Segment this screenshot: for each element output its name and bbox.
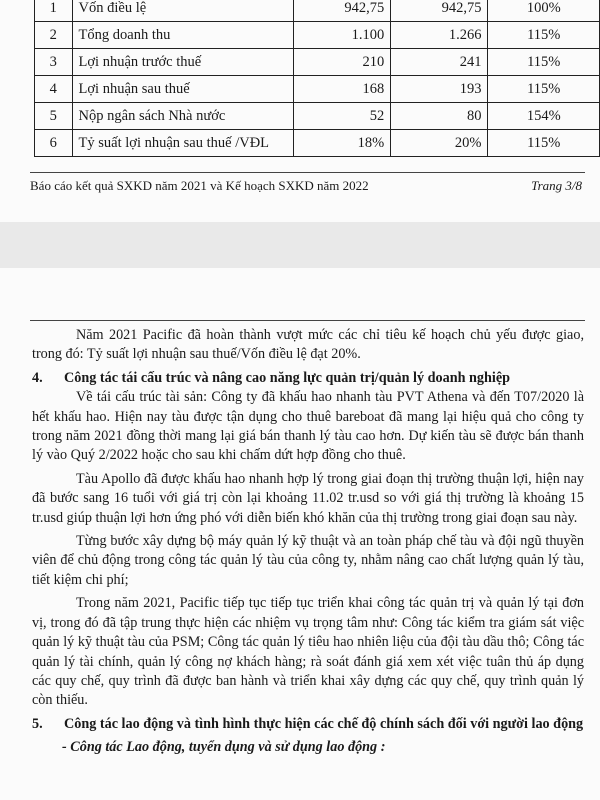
- row-number-cell: 3: [35, 49, 73, 76]
- indicator-name-cell: Nộp ngân sách Nhà nước: [72, 103, 293, 130]
- percent-cell: 115%: [488, 22, 600, 49]
- section-number: 4.: [32, 369, 43, 386]
- table-row: [35, 103, 600, 130]
- value-2022-cell: 20%: [391, 130, 488, 157]
- percent-cell: 154%: [488, 103, 600, 130]
- table-row: [35, 130, 600, 157]
- table-row: [35, 0, 600, 22]
- value-2022-cell: 942,75: [391, 0, 488, 22]
- table-row: [35, 22, 600, 49]
- value-2022-cell: 193: [391, 76, 488, 103]
- value-2022-cell: 80: [391, 103, 488, 130]
- percent-cell: 100%: [488, 0, 600, 22]
- footer-report-title: Báo cáo kết quả SXKD năm 2021 và Kế hoạch SXKD năm 2022: [30, 178, 369, 193]
- table-row: [35, 49, 600, 76]
- footer-divider: [30, 172, 585, 173]
- section-number: 5.: [32, 715, 43, 732]
- bullet-labor: - Công tác Lao động, tuyển dụng và sử dụng lao động :: [62, 739, 386, 756]
- row-number-cell: 6: [35, 130, 73, 157]
- results-table: [34, 0, 600, 157]
- paragraph-governance: Trong năm 2021, Pacific tiếp tục tiếp tục triển khai công tác quản trị và quản lý tại đơn vị, trong đó đã tập trung thực hiện các nhiệm vụ trọng tâm như: Công tác kiểm tra giám sát việc quản lý kỹ thuật tàu của PSM; Công tác quản lý tiêu hao nhiên liệu của đội tàu dầu thô; Công tác quản lý tài chính, quản lý công nợ khách hàng; rà soát đánh giá xem xét việc tuân thủ áp dụng các quy chế, quy trình đã được ban hành và triển khai xây dựng các quy chế, quy trình quản lý còn thiếu.: [32, 595, 584, 709]
- header-divider: [30, 320, 585, 321]
- section-title: Công tác tái cấu trúc và nâng cao năng lực quản trị/quản lý doanh nghiệp: [64, 369, 511, 386]
- percent-cell: 115%: [488, 76, 600, 103]
- paragraph-technical-management: Từng bước xây dựng bộ máy quản lý kỹ thuật và an toàn pháp chế tàu và đội ngũ thuyền viên để chủ động trong công tác quản lý tàu của công ty, nhằm nâng cao chất lượng quản lý tàu, tiết kiệm chi phí;: [32, 533, 584, 588]
- value-2021-cell: 18%: [294, 130, 391, 157]
- paragraph-summary: Năm 2021 Pacific đã hoàn thành vượt mức các chỉ tiêu kế hoạch chủ yếu được giao, trong đó: Tỷ suất lợi nhuận sau thuế/Vốn điều lệ đạt 20%.: [32, 327, 584, 363]
- paragraph-apollo: Tàu Apollo đã được khấu hao nhanh hợp lý trong giai đoạn thị trường thuận lợi, hiện nay đã bước sang 16 tuổi với giá trị còn lại khoảng 11.02 tr.usd so với giá thị trường là khoảng 15 tr.usd giúp thuận lợi hơn ứng phó với diễn biến khó khăn của thị trường trong giai đoạn sau này.: [32, 470, 584, 526]
- row-number-cell: 4: [35, 76, 73, 103]
- indicator-name-cell: Lợi nhuận sau thuế: [72, 76, 293, 103]
- section-title: Công tác lao động và tình hình thực hiện các chế độ chính sách đối với người lao động: [64, 715, 584, 732]
- value-2021-cell: 168: [294, 76, 391, 103]
- indicator-name-cell: Tổng doanh thu: [72, 22, 293, 49]
- indicator-name-cell: Tỷ suất lợi nhuận sau thuế /VĐL: [72, 130, 293, 157]
- value-2022-cell: 1.266: [391, 22, 488, 49]
- row-number-cell: 1: [35, 0, 73, 22]
- percent-cell: 115%: [488, 130, 600, 157]
- table-row: [35, 76, 600, 103]
- previous-page: [0, 0, 600, 222]
- paragraph-asset-restructuring: Về tái cấu trúc tài sản: Công ty đã khấu hao nhanh tàu PVT Athena và đến T07/2020 là hết khấu hao. Hiện nay tàu được tận dụng cho thuê bareboat đã mang lại hiệu quả cho công ty trong năm 2021 đồng thời mang lại giá bán thanh lý tàu cao hơn. Dự kiến tàu sẽ được bán thanh lý vào Quý 2/2022 hoặc cho sau khi chấm dứt hợp đồng cho thuê.: [32, 389, 584, 464]
- footer-page-number: Trang 3/8: [531, 178, 582, 193]
- section-heading-4: [32, 369, 584, 388]
- current-page: [0, 268, 600, 800]
- value-2021-cell: 942,75: [294, 0, 391, 22]
- page-content: [32, 326, 584, 758]
- section-heading-5: [32, 715, 584, 734]
- percent-cell: 115%: [488, 49, 600, 76]
- value-2022-cell: 241: [391, 49, 488, 76]
- indicator-name-cell: Vốn điều lệ: [72, 0, 293, 22]
- value-2021-cell: 52: [294, 103, 391, 130]
- value-2021-cell: 210: [294, 49, 391, 76]
- row-number-cell: 5: [35, 103, 73, 130]
- row-number-cell: 2: [35, 22, 73, 49]
- indicator-name-cell: Lợi nhuận trước thuế: [72, 49, 293, 76]
- value-2021-cell: 1.100: [294, 22, 391, 49]
